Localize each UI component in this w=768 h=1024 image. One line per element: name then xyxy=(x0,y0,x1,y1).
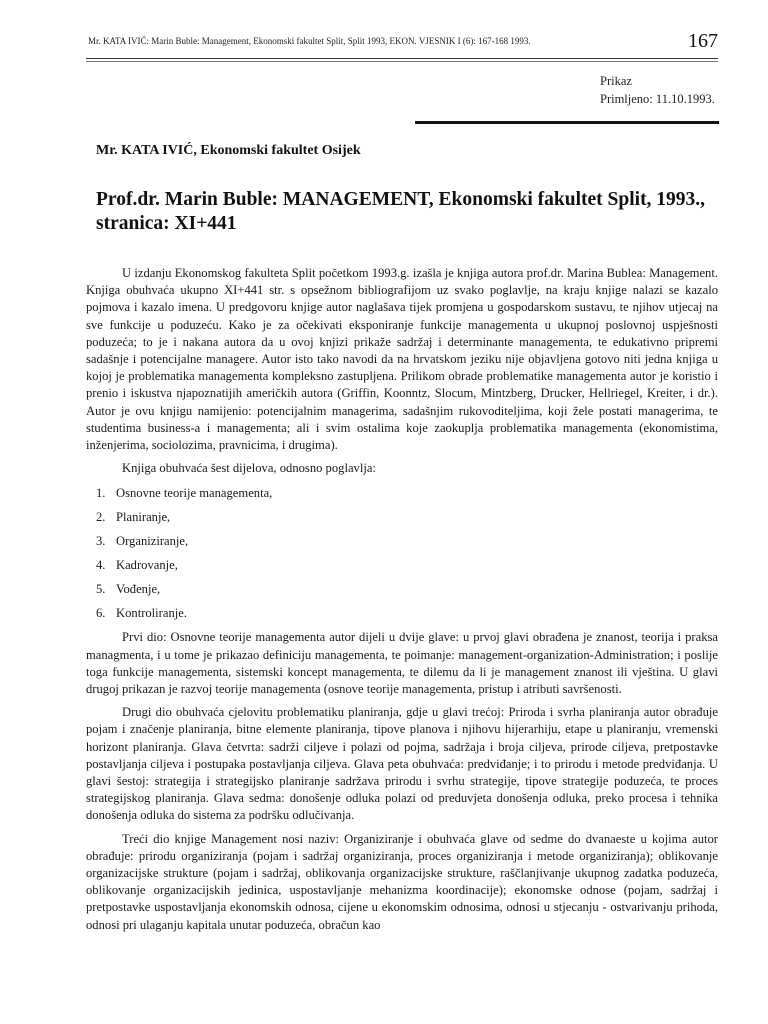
list-item-label: Planiranje, xyxy=(116,510,171,525)
list-item-number: 2. xyxy=(96,510,106,525)
title-line-2: stranica: XI+441 xyxy=(96,213,237,234)
list-item xyxy=(86,577,718,601)
list-item xyxy=(86,553,718,577)
review-meta xyxy=(600,72,715,108)
list-item xyxy=(86,481,718,505)
list-item-label: Vođenje, xyxy=(116,582,161,597)
list-item-label: Kadrovanje, xyxy=(116,558,178,573)
chapter-list xyxy=(86,481,718,625)
section-divider xyxy=(415,121,719,124)
list-item xyxy=(86,529,718,553)
paragraph-part-one: Prvi dio: Osnovne teorije managementa autor dijeli u dvije glave: u prvoj glavi obrađena je znanost, teorija i praksa managmenta, i u tome je prikazao definiciju managementa, te poimanje: management-organization-Administration; i poslije toga funkcije managementa, sistemski koncept managementa, te dilemu da li je management znanost ili vještina. U glavi drugoj prikazan je razvoj teorije managementa (osnove teorije managementa, pristup i atributi savršenosti. xyxy=(86,630,718,697)
list-item xyxy=(86,601,718,625)
list-item-number: 6. xyxy=(96,606,106,621)
review-type: Prikaz xyxy=(600,74,632,88)
paragraph-part-two: Drugi dio obuhvaća cjelovitu problematiku planiranja, gdje u glavi trećoj: Priroda i svrha planiranja autor obrađuje pojam i značenje planiranja, bitne elemente planiranja, tipove planova i njihovu hijerarhiju, etape u planiranju, vremenski horizont planiranja. Glava četvrta: sadrži ciljeve i polazi od pojma, sadržaja i broja ciljeva, prirode ciljeva, pretpostavke postavljanja ciljeva i postupaka postavljanja ciljeva. Glava peta obuhvaća: predviđanje; i to prirodu i metode predviđanja. U glavi šestoj: strategija i strategijsko planiranje sadržava prirodu i svrhu strategije, tipove strategije poduzeća, te proces strategijskog planiranja. Glava sedma: donošenje odluka polazi od preduvjeta donošenja odluka, preko procesa i tehnika donošenja odluka do sistema za podršku odlučivanja. xyxy=(86,705,718,823)
list-item-number: 3. xyxy=(96,534,106,549)
list-item-label: Osnovne teorije managementa, xyxy=(116,486,273,501)
title-line-1: Prof.dr. Marin Buble: MANAGEMENT, Ekonomski fakultet Split, 1993., xyxy=(96,189,706,210)
header-rule xyxy=(86,58,718,59)
list-item-label: Kontroliranje. xyxy=(116,606,187,621)
paragraph-part-three: Treći dio knjige Management nosi naziv: Organiziranje i obuhvaća glave od sedme do dvanaeste u kojima autor obrađuje: prirodu organiziranja (pojam i sadržaj organiziranja, proces organiziranja i metode organiziranja); oblikovanje organizacijske strukture (pojam i sadržaj, oblikovanja organizacijske strukture, raščlanjivanje ukupnog zadatka poduzeća, oblikovanje organizacijskih jedinica, uspostavljanje mehanizma koordinacije); ekonomske odnose (pojam, sadržaj i pretpostavke uspostavljanja ekonomskih odnosa, cijene u ekonomskim odnosima, odnosi u stjecanju - ostvarivanju prihoda, odnosi pri ulaganju kapitala unutar poduzeća, obračun kao xyxy=(86,831,718,932)
paragraph-intro: U izdanju Ekonomskog fakulteta Split početkom 1993.g. izašla je knjiga autora prof.dr. Marina Bublea: Management. Knjiga obuhvaća ukupno XI+441 str. s opsežnom bibliografijom uz svako poglavlje, na kraju knjige nalazi se kazalo pojmova i kazalo imena. U predgovoru knjige autor naglašava tijek promjena u gospodarskom sustavu, te njihov utjecaj na sve funkcije u poduzeću. Kako je za očekivati eksponiranje funkcije managementa u ukupnoj poslovnoj uspješnosti poduzeća; to je i nakana autora da u ovoj knjizi prikaže sadržaj i determinante managementa, te edukativno pripremi sadašnje i potencijalne managere. Autor isto tako navodi da na hrvatskom jeziku nije objavljena gotovo niti jedna knjiga u kojoj je problematika managementa kompleksno zastupljena. Prilikom obrade problematike managementa autor je koristio i prenio i iskustva njapoznatijih američkih autora (Griffin, Koonntz, Slocum, Mintzberg, Drucker, Hellriegel, Kreiter, i dr.). Autor je ovu knjigu namijenio: potencijalnim managerima, sadašnjim rukovoditeljima, koji žele postati managerima, te studentima business-a i managementa; ali i svim ostalima koje zaokuplja problematika managementa (ekonomistima, inženjerima, sociolozima, pravnicima, i drugima). xyxy=(86,266,718,453)
author-line: Mr. KATA IVIĆ, Ekonomski fakultet Osijek xyxy=(96,143,361,158)
received-date: Primljeno: 11.10.1993. xyxy=(600,92,715,106)
list-item xyxy=(86,505,718,529)
running-head: Mr. KATA IVIĆ: Marin Buble: Management, Ekonomski fakultet Split, Split 1993, EKON. VJESNIK I (6): 167-168 1993. xyxy=(88,36,531,46)
page-number: 167 xyxy=(688,30,718,52)
review-title xyxy=(96,188,716,236)
list-item-number: 4. xyxy=(96,558,106,573)
paragraph-six-parts: Knjiga obuhvaća šest dijelova, odnosno poglavlja: xyxy=(122,461,376,476)
header-rule-secondary xyxy=(86,61,718,62)
article-body xyxy=(86,265,718,940)
list-item-label: Organiziranje, xyxy=(116,534,189,549)
list-item-number: 1. xyxy=(96,486,106,501)
list-item-number: 5. xyxy=(96,582,106,597)
